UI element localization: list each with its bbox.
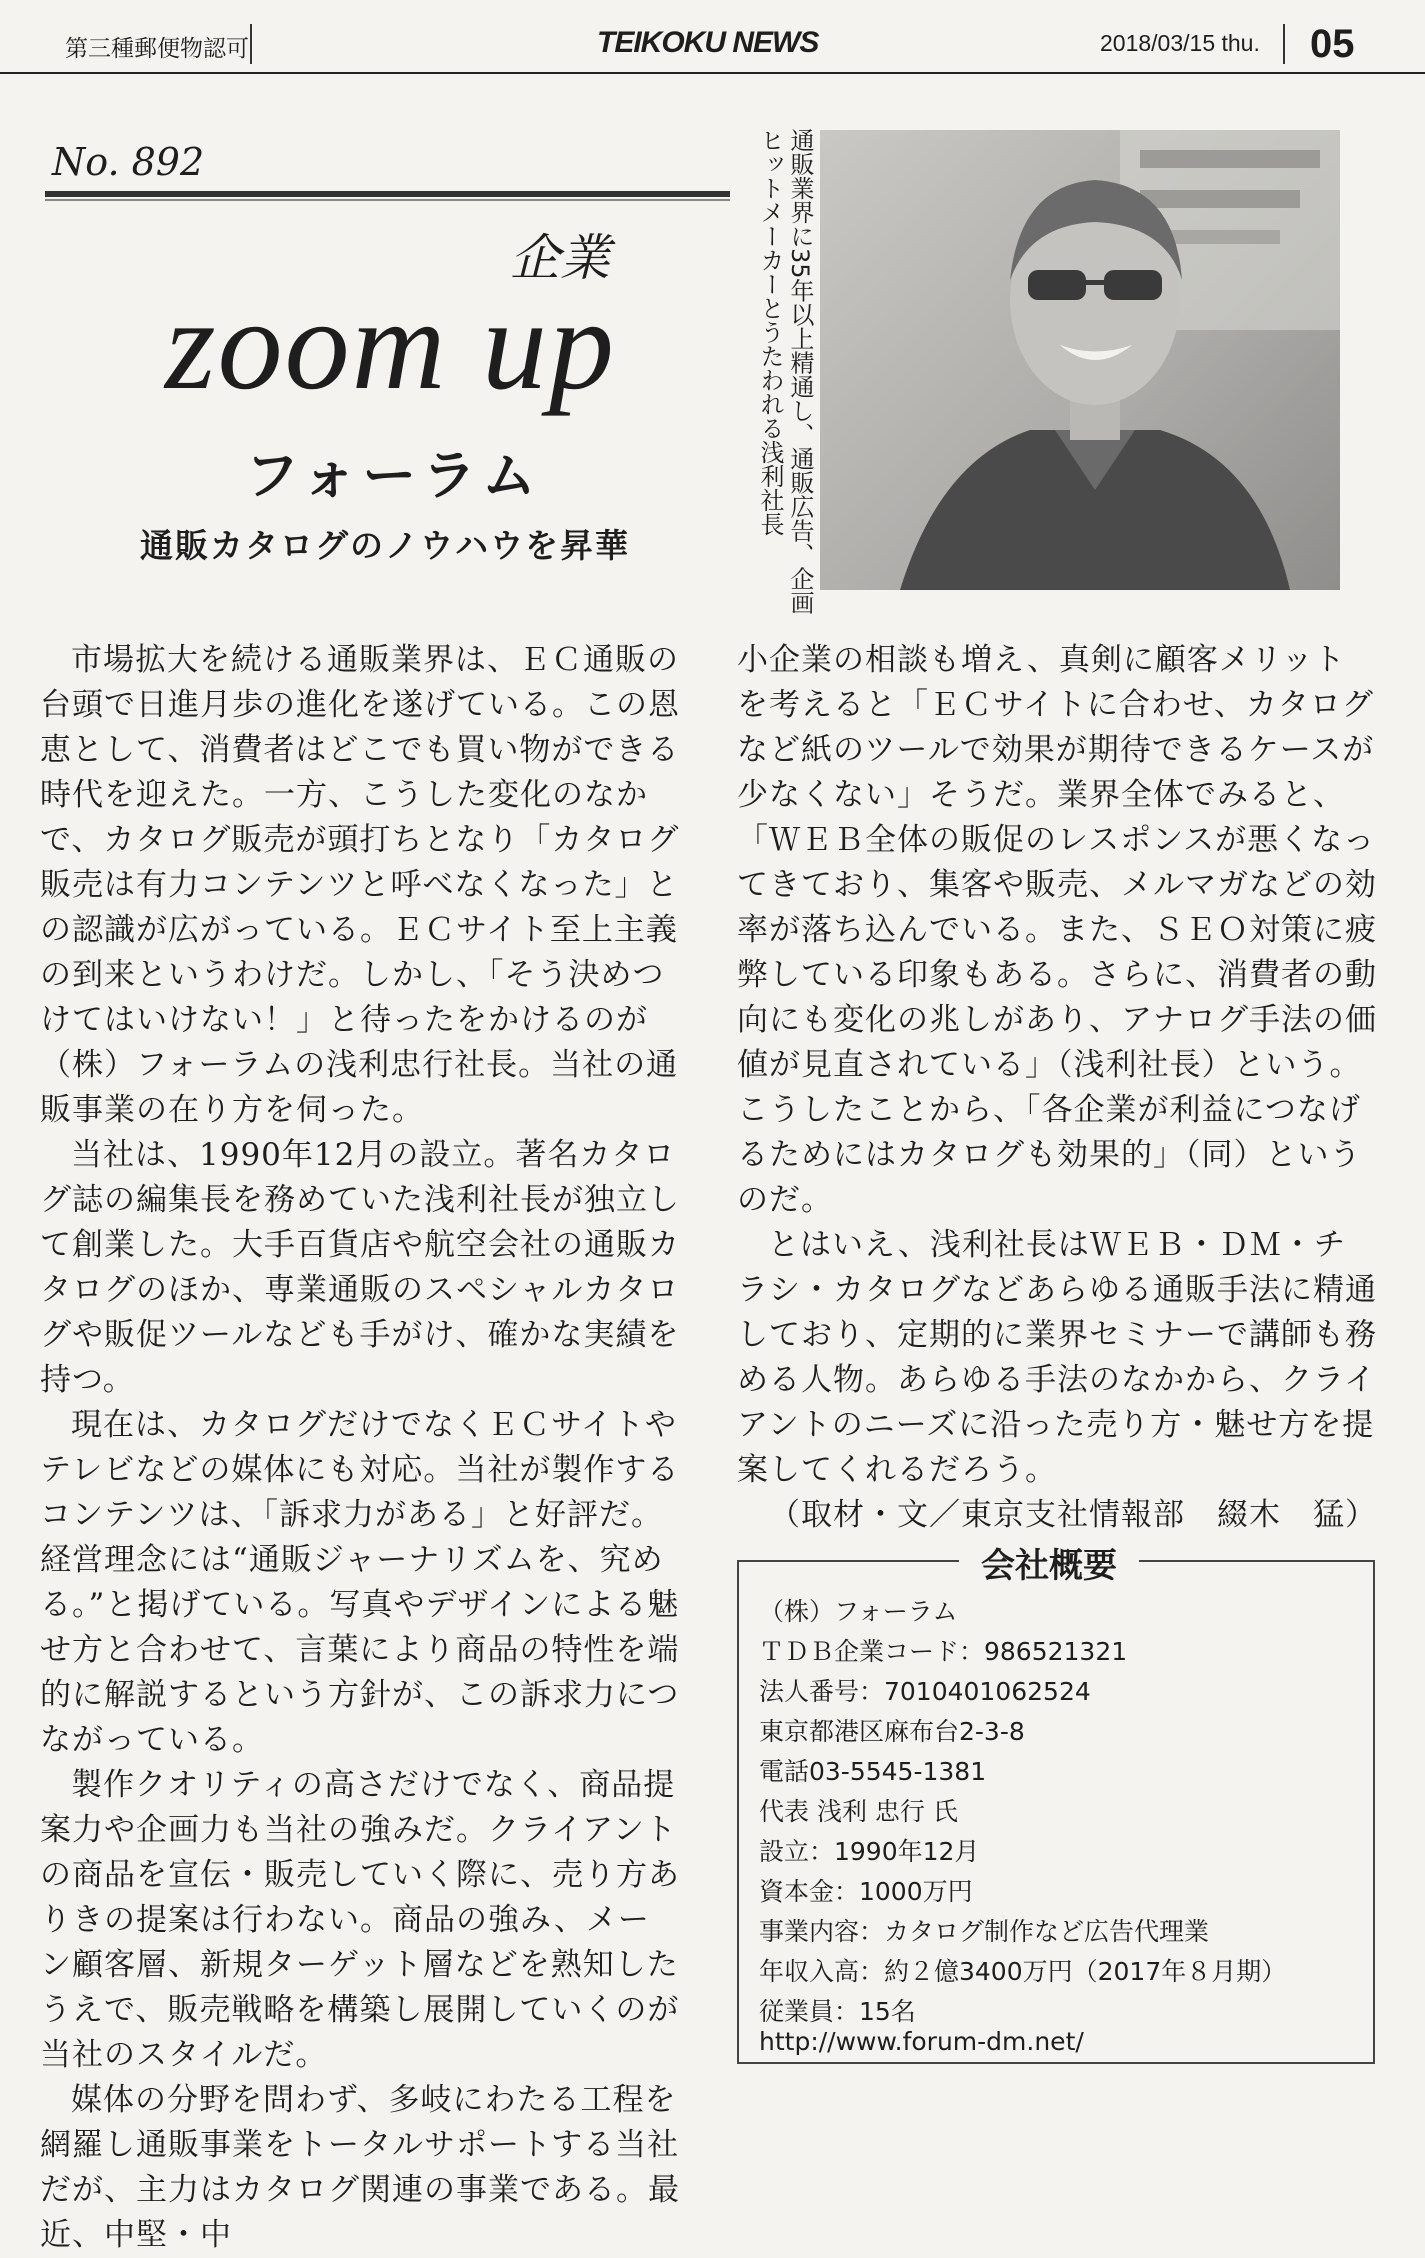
header-divider <box>250 24 252 64</box>
header-divider <box>1283 24 1285 64</box>
article-byline: （取材・文／東京支社情報部 綴木 猛） <box>769 1497 1377 1533</box>
profile-line: 東京都港区麻布台2-3-8 <box>759 1717 1025 1746</box>
page-number: 05 <box>1310 22 1355 66</box>
profile-line: 資本金：1000万円 <box>759 1877 973 1906</box>
article-paragraph: 製作クオリティの高さだけでなく、商品提案力や企画力も当社の強みだ。クライアントの商品を宣伝・販売していく際に、売り方ありきの提案は行わない。商品の強み、メーン顧客層、新規ターゲット層などを熟知したうえで、販売戦略を構築し展開していくのが当社のスタイルだ。 <box>40 1767 680 2073</box>
profile-line: ＴＤＢ企業コード：986521321 <box>759 1637 1128 1666</box>
article-paragraph: 媒体の分野を問わず、多岐にわたる工程を網羅し通販事業をトータルサポートする当社だが、主力はカタログ関連の事業である。最近、中堅・中 <box>40 2082 680 2253</box>
profile-line: 代表 浅利 忠行 氏 <box>759 1797 958 1826</box>
heading-rule <box>45 199 730 201</box>
article-subtitle: 通販カタログのノウハウを昇華 <box>140 526 630 565</box>
postal-permit: 第三種郵便物認可 <box>65 36 249 62</box>
profile-line: 法人番号：7010401062524 <box>759 1677 1091 1706</box>
heading-rule <box>45 191 730 197</box>
header-rule <box>0 72 1425 74</box>
photo-caption-line-2: ヒットメーカーとうたわれる浅利社長 <box>756 128 784 536</box>
profile-line: （株）フォーラム <box>759 1597 958 1626</box>
issue-date: 2018/03/15 thu. <box>1100 30 1260 56</box>
article-paragraph: 小企業の相談も増え、真剣に顧客メリットを考えると「ＥＣサイトに合わせ、カタログなど紙のツールで効果が期待できるケースが少なくない」そうだ。業界全体でみると、「ＷＥＢ全体の販促のレスポンスが悪くなってきており、集客や販売、メルマガなどの効率が落ち込んでいる。また、ＳＥＯ対策に疲弊している印象もある。さらに、消費者の動向にも変化の兆しがあり、アナログ手法の価値が見直されている」（浅利社長）という。こうしたことから、「各企業が利益につなげるためにはカタログも効果的」（同）というのだ。 <box>737 642 1377 1218</box>
article-column-2 <box>737 638 1377 1538</box>
portrait-photo <box>820 130 1340 590</box>
company-url-link[interactable]: http://www.forum-dm.net/ <box>759 2027 1084 2056</box>
company-name: フォーラム <box>245 443 542 507</box>
photo-caption-line-1: 通販業界に35年以上精通し、通販広告、企画 <box>786 128 814 615</box>
portrait-illustration <box>820 130 1340 590</box>
profile-line: 従業員：15名 <box>759 1997 916 2026</box>
category-label: 企業 <box>510 229 610 287</box>
company-profile-title: 会社概要 <box>959 1538 1139 1587</box>
article-paragraph: とはいえ、浅利社長はＷＥＢ・ＤＭ・チラシ・カタログなどあらゆる通販手法に精通しており、定期的に業界セミナーで講師も務める人物。あらゆる手法のなかから、クライアントのニーズに沿った売り方・魅せ方を提案してくれるだろう。 <box>737 1227 1377 1488</box>
page-header <box>0 0 1425 80</box>
article-paragraph: 市場拡大を続ける通販業界は、ＥＣ通販の台頭で日進月歩の進化を遂げている。この恩恵として、消費者はどこでも買い物ができる時代を迎えた。一方、こうした変化のなかで、カタログ販売が頭打ちとなり「カタログ販売は有力コンテンツと呼べなくなった」との認識が広がっている。ＥＣサイト至上主義の到来というわけだ。しかし、「そう決めつけてはいけない！」と待ったをかけるのが（株）フォーラムの浅利忠行社長。当社の通販事業の在り方を伺った。 <box>40 642 680 1128</box>
profile-line: 事業内容：カタログ制作など広告代理業 <box>759 1917 1210 1946</box>
article-paragraph: 現在は、カタログだけでなくＥＣサイトやテレビなどの媒体にも対応。当社が製作するコンテンツは、「訴求力がある」と好評だ。経営理念には“通販ジャーナリズムを、究める。”と掲げている。写真やデザインによる魅せ方と合わせて、言葉により商品の特性を端的に解説するという方針が、この訴求力につながっている。 <box>40 1407 680 1758</box>
article-column-1 <box>40 638 680 2258</box>
profile-line: 年収入高：約２億3400万円（2017年８月期） <box>759 1957 1287 1986</box>
issue-number: No. 892 <box>52 140 205 184</box>
profile-line: 電話03-5545-1381 <box>759 1757 987 1786</box>
series-title: zoom up <box>165 273 616 417</box>
profile-line: 設立：1990年12月 <box>759 1837 980 1866</box>
company-profile-box <box>737 1546 1375 2064</box>
article-paragraph: 当社は、1990年12月の設立。著名カタログ誌の編集長を務めていた浅利社長が独立して創業した。大手百貨店や航空会社の通販カタログのほか、専業通販のスペシャルカタログや販促ツールなども手がけ、確かな実績を持つ。 <box>40 1137 680 1398</box>
newspaper-title: TEIKOKU NEWS <box>597 26 819 59</box>
